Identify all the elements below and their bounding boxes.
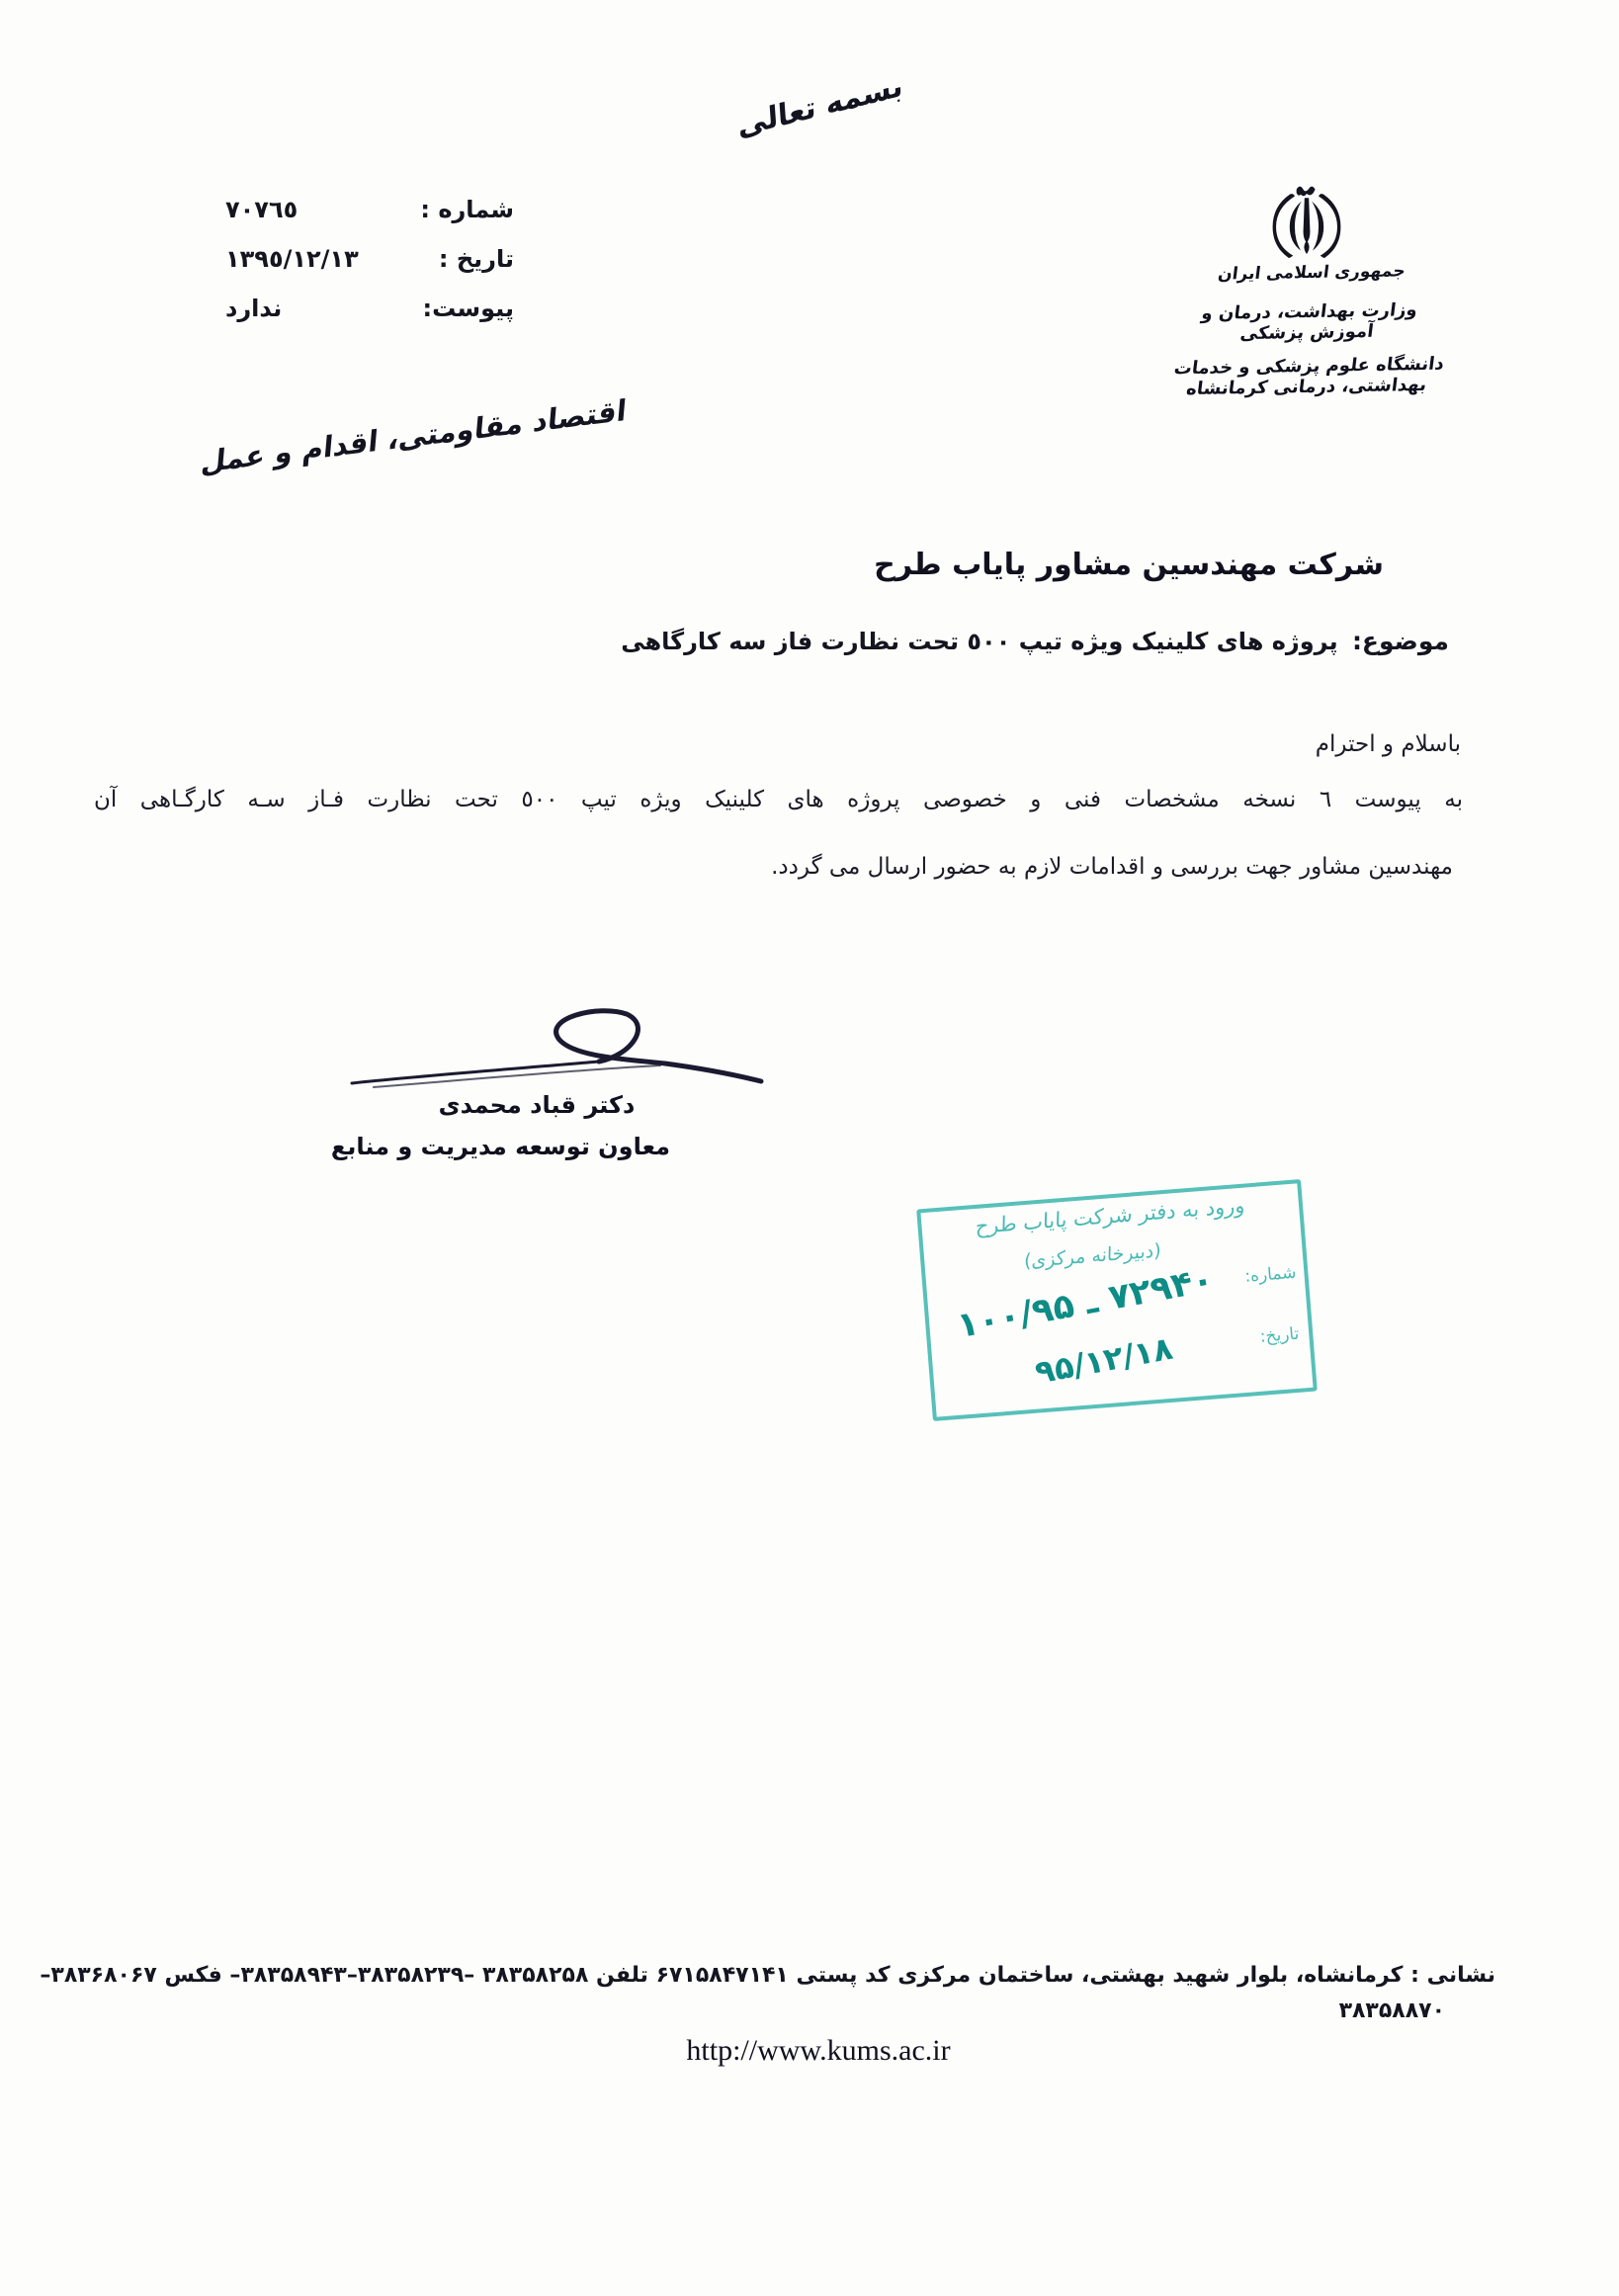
letter-attachment-row (225, 295, 514, 322)
letterhead-country: جمهوری اسلامی ایران (1217, 261, 1406, 285)
stamp-title-line: ورود به دفتر شرکت پایاب طرح (975, 1193, 1245, 1239)
subject-text: پروژه های کلینیک ویژه تیپ ٥٠٠ تحت نظارت فاز سه کارگاهی (621, 628, 1338, 655)
year-slogan-calligraphy: اقتصاد مقاومتی، اقدام و عمل (200, 392, 629, 480)
stamp-subtitle-line: (دبیرخانه مرکزی) (1023, 1239, 1161, 1273)
stamp-number-label: شماره: (1243, 1262, 1298, 1287)
letter-attachment-label: پیوست: (422, 295, 514, 322)
stamp-date-label: تاریخ: (1259, 1323, 1301, 1347)
body-line-1: به پیوست ٦ نسخه مشخصات فنی و خصوصی پروژه های کلینیک ویژه تیپ ٥٠٠ تحت نظارت فـاز سـه کارگـاهی آن (94, 787, 1463, 812)
letter-number-value: ٧٠٧٦٥ (225, 196, 298, 223)
letterhead-university: دانشگاه علوم پزشکی و خدمات بهداشتی، درمانی کرمانشاه (1172, 353, 1446, 400)
greeting-line: باسلام و احترام (1315, 731, 1461, 757)
subject-label: موضوع: (1351, 627, 1449, 655)
stamp-number-handwritten: ۷۲۹۴۰ ـ ۱۰۰/۹۵ (954, 1259, 1217, 1347)
letter-meta-fields (225, 196, 514, 344)
letter-number-label: شماره : (420, 196, 514, 223)
letter-date-label: تاریخ : (438, 245, 514, 273)
subject-line (621, 627, 1449, 655)
footer-phone-line2: ۳۸۳۵۸۸۷۰ (1338, 1998, 1445, 2023)
receipt-stamp (916, 1179, 1318, 1421)
letterhead-ministry: وزارت بهداشت، درمان و آموزش پزشکی (1200, 299, 1419, 345)
letter-date-row (225, 245, 514, 273)
signer-title: معاون توسعه مدیریت و منابع (330, 1133, 670, 1160)
bismillah-calligraphy: بسمه تعالی (736, 68, 904, 144)
footer-website-url: http://www.kums.ac.ir (686, 2034, 951, 2067)
iran-emblem-icon (1261, 181, 1352, 266)
signer-name: دکتر قباد محمدی (438, 1091, 636, 1119)
letter-number-row (225, 196, 514, 223)
letter-attachment-value: ندارد (225, 295, 283, 322)
stamp-date-handwritten: ۹۵/۱۲/۱۸ (1032, 1328, 1176, 1392)
letter-date-value: ١٣٩٥/١٢/١٣ (225, 245, 359, 273)
recipient-line: شرکت مهندسین مشاور پایاب طرح (874, 548, 1384, 582)
body-line-2: مهندسین مشاور جهت بررسی و اقدامات لازم به حضور ارسال می گردد. (771, 854, 1453, 880)
footer-address-line: نشانی : کرمانشاه، بلوار شهید بهشتی، ساختمان مرکزی کد پستی ۶۷۱۵۸۴۷۱۴۱ تلفن ۳۸۳۵۸۲۵۸ –۳۸۳۵۸۲۳۹–۳۸۳۵۸۹۴۳– فکس ۳۸۳۶۸۰۶۷– (40, 1963, 1495, 1988)
